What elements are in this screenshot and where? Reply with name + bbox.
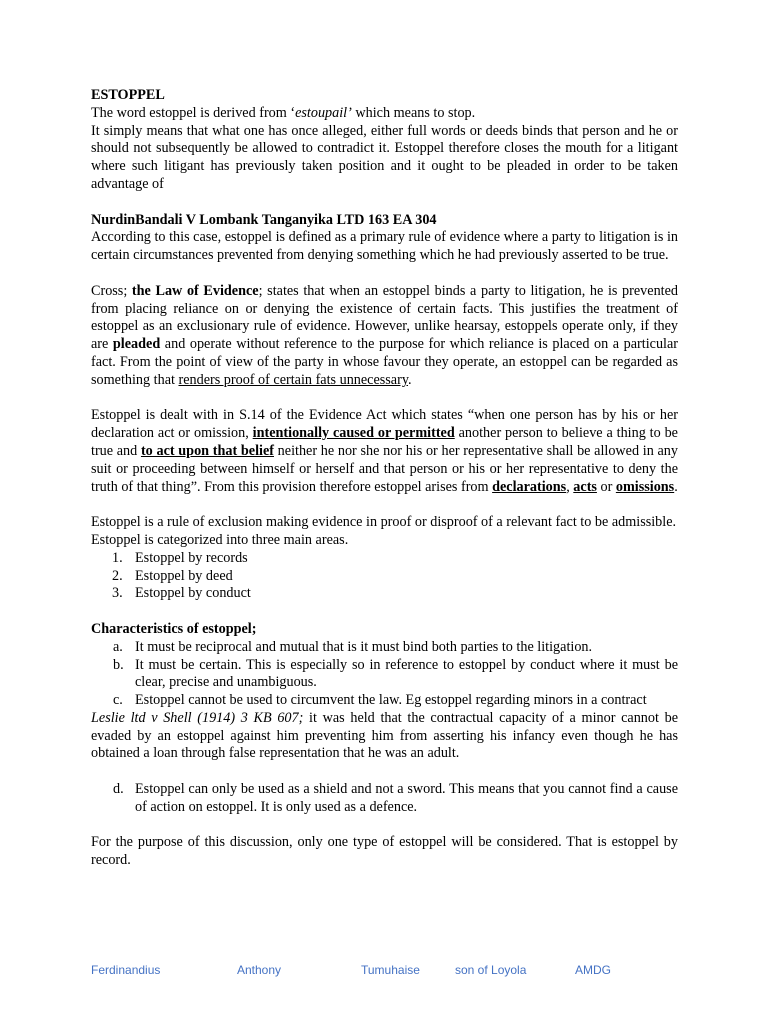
footer-item: Tumuhaise [361, 963, 420, 977]
list-marker: b. [113, 656, 124, 673]
s14-text: . [674, 478, 678, 495]
cross-text: ; states that when an estoppel binds a party to litigation, he is prevented from placing reliance on or denying the existence of certain facts. This justifies the treatment of estoppel as an exclusionary rule of evidence. However, unlike hearsay, estoppels operate only, if they are [91, 282, 678, 353]
cross-text: Cross; [91, 282, 132, 299]
cross-paragraph [91, 283, 678, 390]
s14-paragraph [91, 407, 678, 496]
characteristics-list-continued [91, 781, 678, 817]
case-leslie-paragraph [91, 710, 678, 763]
s14-emphasis: declarations [492, 478, 567, 495]
list-item-text: Estoppel cannot be used to circumvent the law. Eg estoppel regarding minors in a contract [135, 692, 647, 709]
s14-text: , [566, 478, 574, 495]
s14-emphasis: omissions [615, 478, 675, 495]
cross-underlined-phrase: renders proof of certain fats unnecessary [178, 371, 409, 388]
page-footer [0, 962, 768, 978]
list-item [91, 657, 678, 693]
s14-text: Estoppel is dealt with in S.14 of the Evidence Act which states “when one person has by his or her declaration act or omission, [91, 407, 678, 442]
list-item-text: It must be reciprocal and mutual that is it must bind both parties to the litigation. [135, 638, 593, 655]
list-marker: 3. [112, 585, 123, 602]
closing-paragraph: For the purpose of this discussion, only one type of estoppel will be considered. That is estoppel by record. [91, 834, 678, 869]
list-item-text: Estoppel can only be used as a shield and not a sword. This means that you cannot find a cause of action on estoppel. It is only used as a defence. [135, 781, 678, 815]
footer-item: AMDG [575, 963, 611, 977]
intro-term: estoupail’ [295, 104, 352, 121]
list-item-text: Estoppel by conduct [135, 585, 251, 602]
s14-text: or [596, 478, 616, 495]
footer-item: Ferdinandius [91, 963, 161, 977]
s14-text: another person to believe a thing to be true and [91, 425, 678, 459]
document-title: ESTOPPEL [91, 87, 165, 103]
s14-text: neither he nor she nor his or her representative shall be allowed in any suit or proceeding between himself or herself and that person or his or her representative to deny the truth of that thing”. From this provision therefore estoppel arises from [91, 442, 678, 495]
list-marker: 2. [112, 567, 123, 584]
list-marker: d. [113, 781, 124, 798]
list-item [91, 639, 678, 657]
case-heading: NurdinBandali V Lombank Tanganyika LTD 163 EA 304 [91, 211, 437, 228]
cross-text: and operate without reference to the purpose for which reliance is placed on a particular fact. From the point of view of the party in whose favour they operate, an estoppel can be regarded as something that [91, 336, 678, 388]
case-paragraph: According to this case, estoppel is defined as a primary rule of evidence where a party to litigation is in certain circumstances prevented from denying something which he had previously asserted to be true. [91, 229, 678, 264]
list-item [91, 781, 678, 817]
document-page [91, 87, 678, 870]
list-marker: c. [113, 692, 123, 709]
list-marker: 1. [112, 549, 123, 566]
cross-text: . [408, 371, 412, 388]
list-item [91, 585, 678, 603]
case-leslie-text: it was held that the contractual capacity of a minor cannot be evaded by an estoppel against him preventing him from asserting his infancy even though he has obtained a loan through false representation that he was an adult. [91, 709, 678, 762]
intro-text-post: which means to stop. [351, 104, 476, 121]
list-item-text: It must be certain. This is especially so in reference to estoppel by conduct where it must be clear, precise and unambiguous. [135, 656, 678, 691]
cross-pleaded: pleaded [112, 336, 161, 353]
list-item [91, 568, 678, 586]
s14-emphasis: intentionally caused or permitted [252, 425, 455, 442]
categorized-line: Estoppel is categorized into three main areas. [91, 531, 349, 548]
case-citation: Leslie ltd v Shell (1914) 3 KB 607; [91, 709, 304, 726]
footer-item: Anthony [237, 963, 282, 977]
estoppel-areas-list [91, 550, 678, 603]
s14-emphasis: acts [573, 478, 597, 495]
intro-line [91, 105, 678, 123]
intro-text-pre: The word estoppel is derived from ‘ [91, 104, 296, 121]
list-marker: a. [113, 638, 123, 655]
characteristics-list [91, 639, 678, 710]
list-item [91, 692, 678, 710]
s14-emphasis: to act upon that belief [140, 442, 274, 459]
list-item-text: Estoppel by deed [135, 567, 233, 584]
list-item [91, 550, 678, 568]
cross-book-title: the Law of Evidence [131, 282, 259, 299]
footer-item: son of Loyola [455, 963, 527, 977]
rule-paragraph: Estoppel is a rule of exclusion making evidence in proof or disproof of a relevant fact to be admissible. [91, 514, 677, 531]
characteristics-heading: Characteristics of estoppel; [91, 620, 257, 637]
intro-paragraph: It simply means that what one has once alleged, either full words or deeds binds that person and he or should not subsequently be allowed to contradict it. Estoppel therefore closes the mouth for a litigant where such litigant has previously taken position and it ought to be pleaded in order to be taken advantage of [91, 122, 678, 192]
list-item-text: Estoppel by records [135, 549, 248, 566]
